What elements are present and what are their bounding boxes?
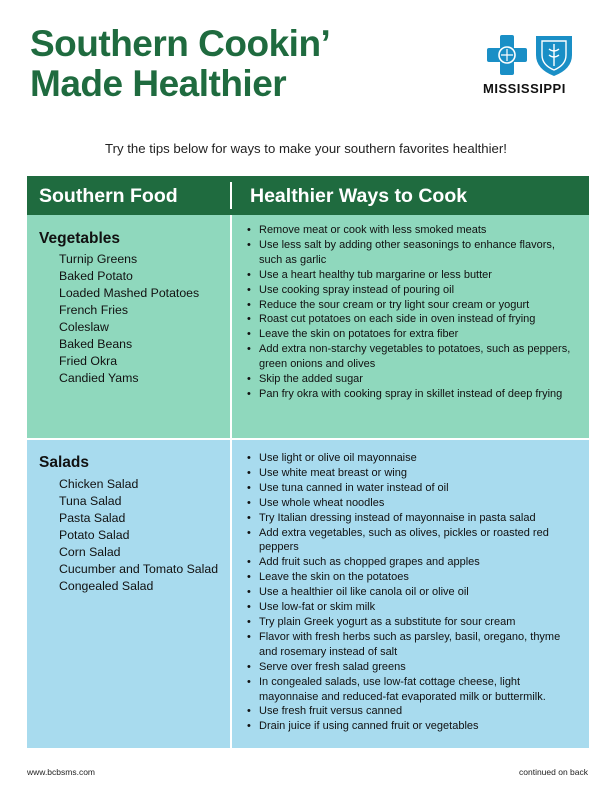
list-item: Coleslaw bbox=[59, 320, 109, 334]
list-item: French Fries bbox=[59, 303, 129, 317]
list-item: Tuna Salad bbox=[59, 494, 122, 508]
list-item: • Drain juice if using canned fruit or vegetables bbox=[246, 719, 576, 734]
header-healthier-ways: Healthier Ways to Cook bbox=[250, 185, 468, 207]
list-item: • Reduce the sour cream or try light sour cream or yogurt bbox=[246, 298, 576, 313]
category-heading: Vegetables bbox=[39, 230, 120, 247]
tips-list bbox=[246, 223, 576, 402]
section-salads bbox=[27, 439, 589, 748]
list-item: • Use tuna canned in water instead of oil bbox=[246, 481, 576, 496]
list-item: Baked Potato bbox=[59, 269, 133, 283]
list-item: Pasta Salad bbox=[59, 511, 126, 525]
section-vegetables bbox=[27, 215, 589, 439]
list-item: • Add extra non-starchy vegetables to potatoes, such as peppers, green onions and olives bbox=[246, 342, 576, 372]
list-item: • Add extra vegetables, such as olives, pickles or roasted red peppers bbox=[246, 526, 576, 556]
tips-list bbox=[246, 451, 576, 734]
list-item: Loaded Mashed Potatoes bbox=[59, 286, 200, 300]
section-separator bbox=[27, 438, 589, 440]
list-item: • Serve over fresh salad greens bbox=[246, 660, 576, 675]
list-item: • Use less salt by adding other seasonings to enhance flavors, such as garlic bbox=[246, 238, 576, 268]
list-item: • Use light or olive oil mayonnaise bbox=[246, 451, 576, 466]
list-item: • Use whole wheat noodles bbox=[246, 496, 576, 511]
food-list bbox=[59, 251, 199, 387]
bcbs-logo bbox=[486, 33, 576, 77]
food-list bbox=[59, 476, 218, 595]
list-item: • Flavor with fresh herbs such as parsley, basil, oregano, thyme and rosemary instead of salt bbox=[246, 630, 576, 660]
list-item: Corn Salad bbox=[59, 545, 121, 559]
list-item: • Use cooking spray instead of pouring oil bbox=[246, 283, 576, 298]
column-divider bbox=[230, 215, 232, 439]
list-item: Candied Yams bbox=[59, 371, 139, 385]
cross-shield-icon bbox=[486, 33, 576, 77]
footer-continued-note: continued on back bbox=[519, 767, 588, 777]
food-tips-table bbox=[27, 176, 589, 748]
category-heading: Salads bbox=[39, 454, 89, 471]
list-item: • Pan fry okra with cooking spray in skillet instead of deep frying bbox=[246, 387, 576, 402]
list-item: Chicken Salad bbox=[59, 477, 139, 491]
list-item: • Try Italian dressing instead of mayonnaise in pasta salad bbox=[246, 511, 576, 526]
list-item: Congealed Salad bbox=[59, 579, 154, 593]
list-item: • Use low-fat or skim milk bbox=[246, 600, 576, 615]
page-title bbox=[30, 24, 330, 104]
title-line-1: Southern Cookin’ bbox=[30, 23, 331, 64]
list-item: Potato Salad bbox=[59, 528, 130, 542]
list-item: • Leave the skin on potatoes for extra fiber bbox=[246, 327, 576, 342]
column-divider bbox=[230, 439, 232, 748]
header-divider bbox=[230, 182, 232, 209]
list-item: Turnip Greens bbox=[59, 252, 138, 266]
list-item: • Leave the skin on the potatoes bbox=[246, 570, 576, 585]
list-item: • Roast cut potatoes on each side in oven instead of frying bbox=[246, 312, 576, 327]
table-header bbox=[27, 176, 589, 215]
footer-website-link[interactable]: www.bcbsms.com bbox=[27, 767, 96, 777]
list-item: • Remove meat or cook with less smoked meats bbox=[246, 223, 576, 238]
list-item: • Try plain Greek yogurt as a substitute for sour cream bbox=[246, 615, 576, 630]
list-item: • Use a healthier oil like canola oil or olive oil bbox=[246, 585, 576, 600]
list-item: • Use fresh fruit versus canned bbox=[246, 704, 576, 719]
list-item: • Add fruit such as chopped grapes and apples bbox=[246, 555, 576, 570]
list-item: • Use a heart healthy tub margarine or less butter bbox=[246, 268, 576, 283]
list-item: Baked Beans bbox=[59, 337, 133, 351]
list-item: • In congealed salads, use low-fat cottage cheese, light mayonnaise and reduced-fat evaporated milk or buttermilk. bbox=[246, 675, 576, 705]
intro-text: Try the tips below for ways to make your southern favorites healthier! bbox=[105, 141, 507, 156]
list-item: • Skip the added sugar bbox=[246, 372, 576, 387]
list-item: Cucumber and Tomato Salad bbox=[59, 562, 219, 576]
list-item: Fried Okra bbox=[59, 354, 118, 368]
title-line-2: Made Healthier bbox=[30, 63, 287, 104]
list-item: • Use white meat breast or wing bbox=[246, 466, 576, 481]
logo-text: MISSISSIPPI bbox=[483, 81, 566, 96]
header-southern-food: Southern Food bbox=[39, 185, 178, 207]
